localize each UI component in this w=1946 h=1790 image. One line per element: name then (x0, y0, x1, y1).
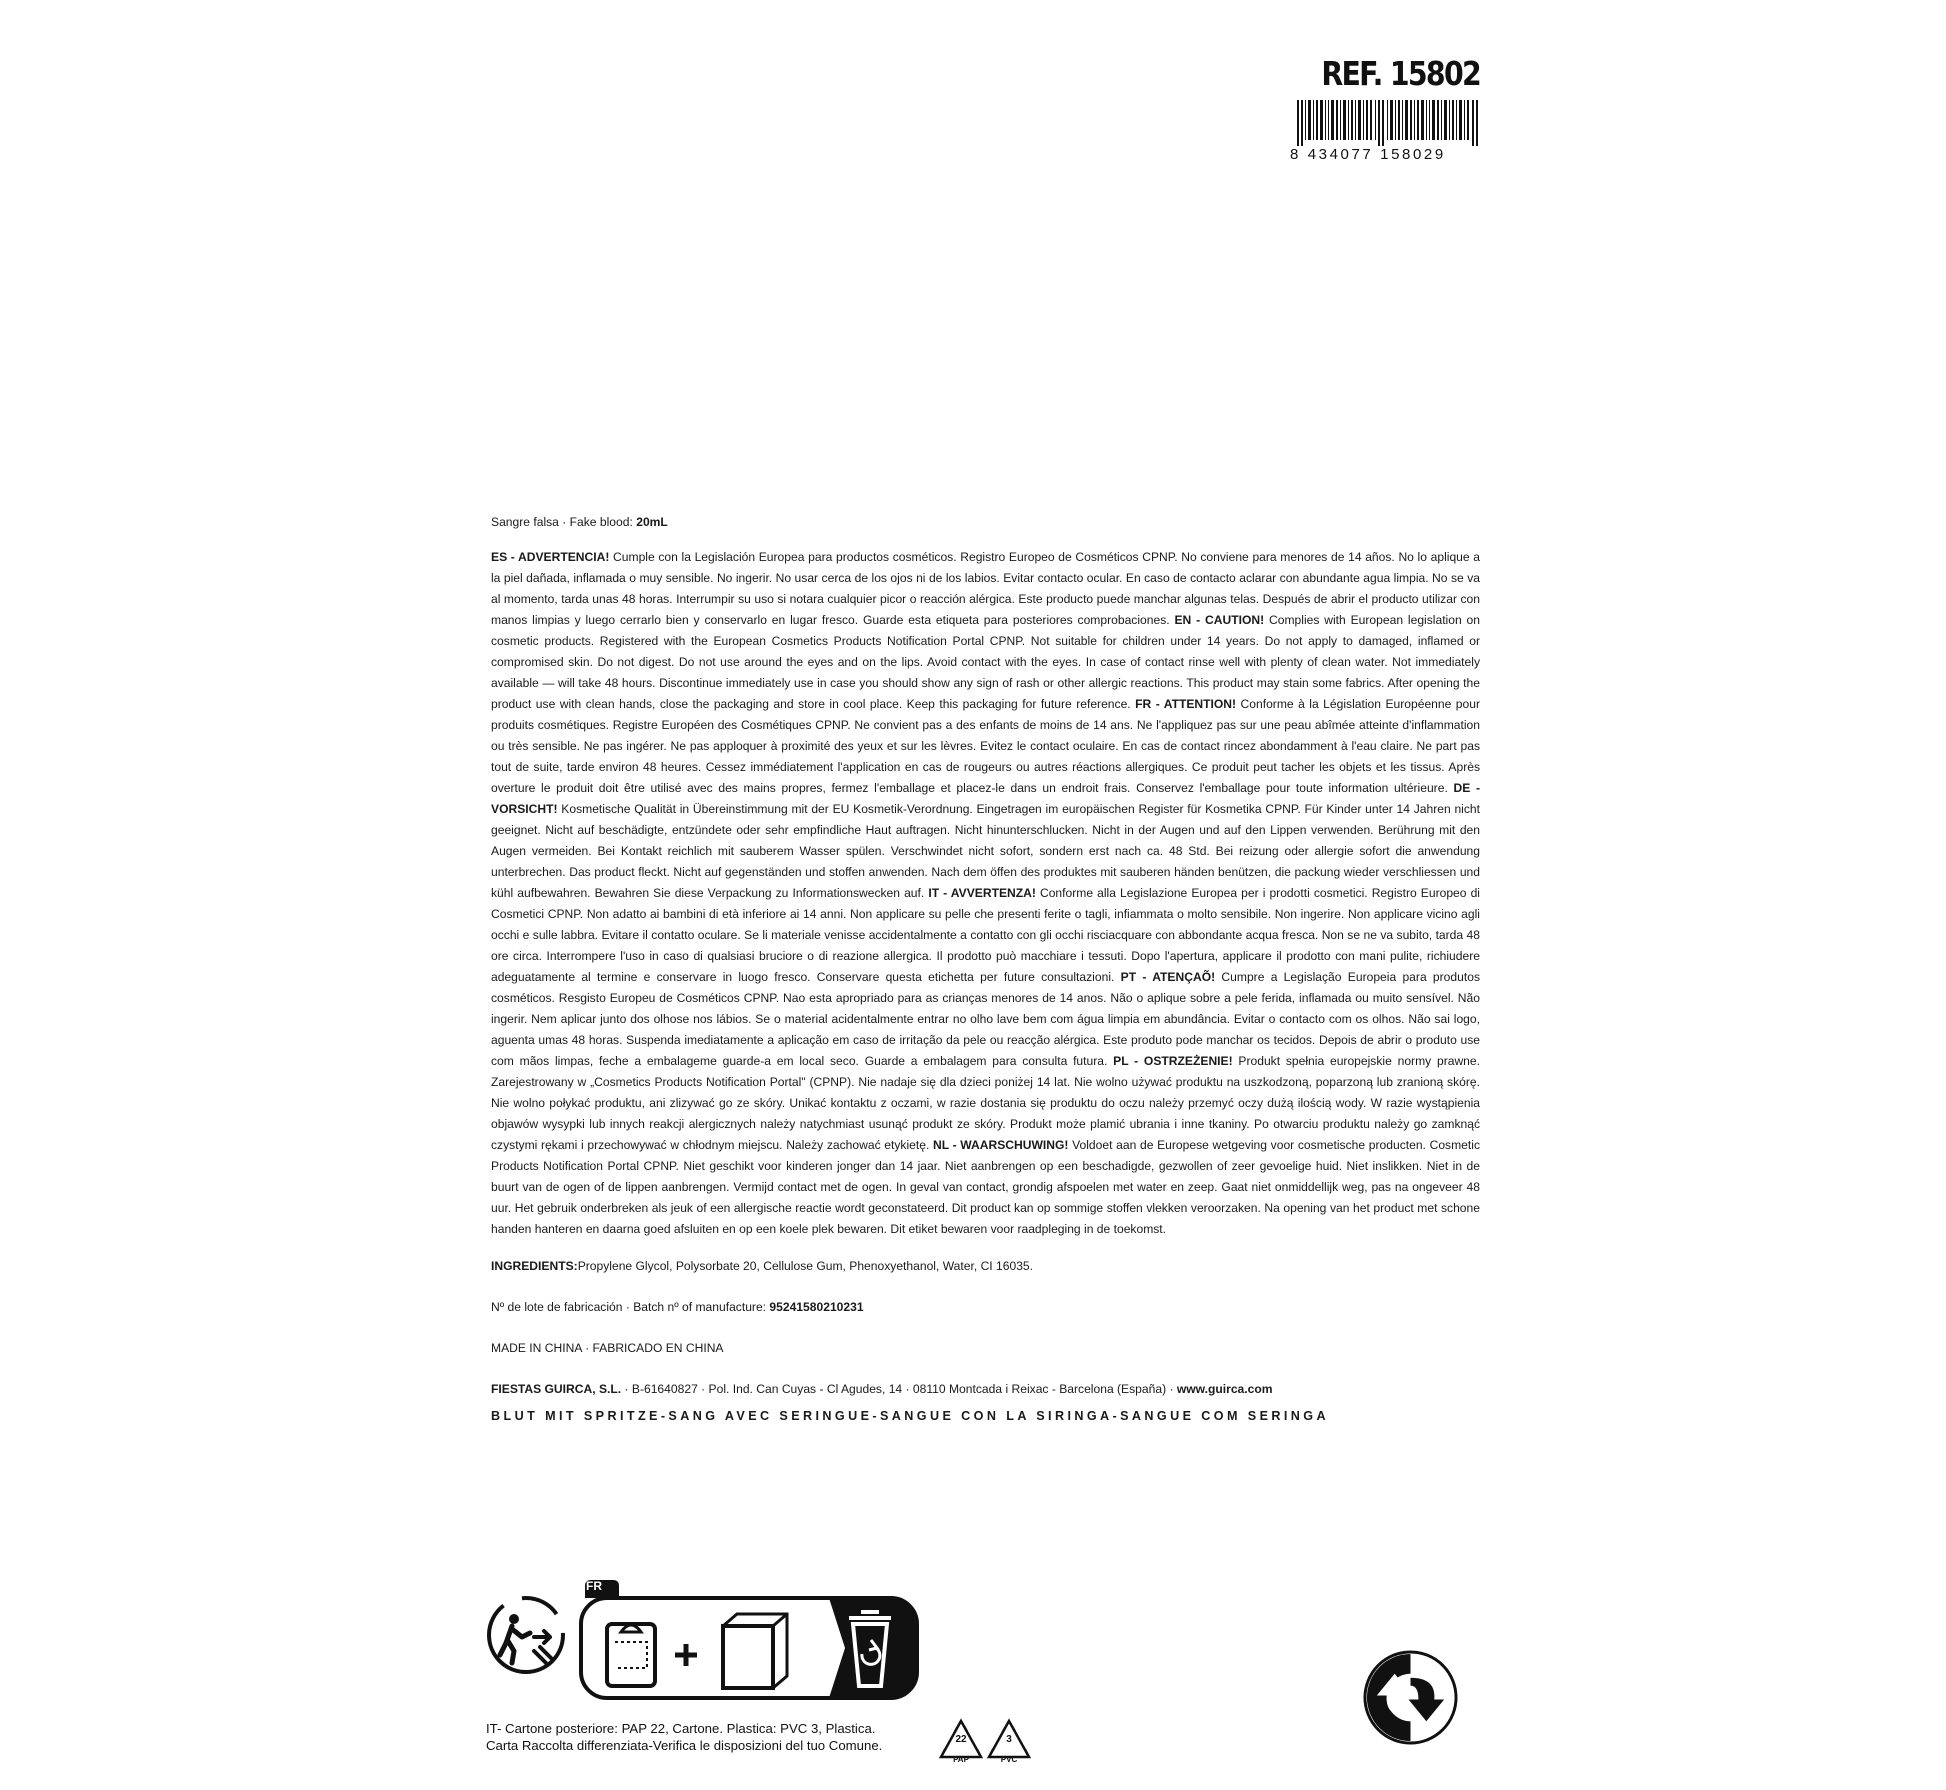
warning-label-pt: PT - ATENÇAÕ! (1120, 970, 1216, 984)
batch-label: Nº de lote de fabricación · Batch nº of manufacture: (491, 1300, 770, 1314)
warning-text-it: Conforme alla Legislazione Europea per i prodotti cosmetici. Registro Europeo di Cosmetici CPNP. Non adatto ai bambini di età inferiore ai 14 anni. Non applicare su pelle che presenti ferite o tagli, infiammata o molto sensibile. Non ingerire. Non applicare vicino agli occhi e sulle labbra. Evitare il contatto oculare. Se li materiale venisse accidentalmente a contatto con gli occhi risciacquare con abbondante acqua fresca. Non se ne va subito, tarda 48 ore circa. Interrompere l'uso in caso di qualsiasi bruciore o di reazione allergica. Il prodotto può macchiare i tessuti. Dopo l'apertura, applicare il prodotto con mani pulite, richiudere adeguatamente al termine e conservare in luogo fresco. Conservare questa etichetta per future consultazioni. (491, 886, 1480, 984)
pvc-number: 3 (1006, 1734, 1012, 1745)
italian-recycling-line-2: Carta Raccolta differenziata-Verifica le disposizioni del tuo Comune. (486, 1738, 883, 1753)
green-dot-icon (1361, 1648, 1460, 1747)
company-info (491, 1379, 1480, 1400)
warning-text-nl: Voldoet aan de Europese wetgeving voor cosmetische producten. Cosmetic Products Notification Portal CPNP. Niet geschikt voor kinderen jonger dan 14 jaar. Niet aanbrengen op een beschadigde, gezwollen of zeer gevoelige huid. Niet inslikken. Niet in de buurt van de ogen of de lippen aanbrengen. Vermijd contact met de ogen. In geval van contact, grondig afspoelen met water en zeep. Gaat niet onmiddellijk weg, pas na ongeveer 48 uur. Het gebruik onderbreken als jeuk of een allergische reactie wordt geconstateerd. Dit product kan op sommige stoffen vlekken veroorzaken. Na opening van het product met schone handen hanteren en daarna goed afsluiten en op een koele plek bewaren. Dit etiket bewaren voor raadpleging in de toekomst. (491, 1138, 1480, 1236)
warning-text-pt: Cumpre a Legislação Europeia para produtos cosméticos. Resgisto Europeu de Cosméticos CPNP. Nao esta apropriado para as crianças menores de 14 anos. Não o aplique sobre a pele ferida, inflamada ou muito sensível. Não ingerir. Nem aplicar junto dos olhose nos lábios. Se o material acidentalmente entrar no olho lave bem com água limpia em abundância. Evitar o contacto com os olhos. Não sai logo, aguenta umas 48 horas. Suspenda imediatamente a aplicação em caso de irritação da pele ou reacção alérgica. Este produto pode manchar os tecidos. Depois de abrir o produto use com mãos limpas, feche a embalageme guarde-a em local seco. Guarde a embalagem para consulta futura. (491, 970, 1480, 1068)
ingredients-list: Propylene Glycol, Polysorbate 20, Cellulose Gum, Phenoxyethanol, Water, CI 16035. (577, 1259, 1034, 1273)
warning-label-en: EN - CAUTION! (1174, 613, 1265, 627)
pvc-label: PVC (1000, 1755, 1018, 1764)
batch-info (491, 1297, 1480, 1318)
pap-label: PAP (953, 1755, 969, 1764)
warning-text-fr: Conforme à la Législation Européenne pour produits cosmétiques. Registre Européen des Cosmétiques CPNP. Ne convient pas a des enfants de moins de 14 ans. Ne l'appliquez pas sur une peau abîmée atteinte d'inflammation ou très sensible. Ne pas ingérer. Ne pas apploquer à proximité des yeux et sur les lèvres. Evitez le contact oculaire. En cas de contact rincez abondamment à l'eau claire. Ne part pas tout de suite, tarde environ 48 heures. Cessez immédiatement l'application en cas de rougeurs ou autres réactions allergiques. Ce produit peut tacher les objets et les tissus. Après overture le produit doit être utilisé avec des mains propres, fermez l'emballage et placez-le dans un endroit frais. Conservez l'emballage pour toute information ultérieure. (491, 697, 1481, 795)
company-address: · B-61640827 · Pol. Ind. Can Cuyas - Cl Agudes, 14 · 08110 Montcada i Reixac - Barcelona (España) · (621, 1382, 1177, 1396)
recycle-person-icon (484, 1593, 568, 1677)
barcode-digits: 8 434077 158029 (1290, 146, 1446, 163)
triman-country: FR (586, 1579, 602, 1593)
company-website: www.guirca.com (1176, 1382, 1273, 1396)
warning-label-fr: FR - ATTENTION! (1135, 697, 1237, 711)
warning-label-pl: PL - OSTRZEŻENIE! (1113, 1054, 1233, 1068)
product-tagline: BLUT MIT SPRITZE-SANG AVEC SERINGUE-SANGUE CON LA SIRINGA-SANGUE COM SERINGA (491, 1409, 1329, 1423)
product-line (491, 512, 1480, 533)
italian-recycling-info (486, 1720, 956, 1754)
warning-text-en: Complies with European legislation on cosmetic products. Registered with the European Cosmetics Products Notification Portal CPNP. Not suitable for children under 14 years. Do not apply to damaged, inflamed or compromised skin. Do not digest. Do not use around the eyes and on the lips. Avoid contact with the eyes. In case of contact rinse well with plenty of clean water. Not immediately available — will take 48 hours. Discontinue immediately use in case you should show any sign of rash or other allergic reactions. This product may stain some fabrics. After opening the product use with clean hands, close the packaging and store in cool place. Keep this packaging for future reference. (491, 613, 1481, 711)
product-volume: 20mL (636, 515, 668, 529)
product-name: Sangre falsa · Fake blood: (491, 515, 637, 529)
warning-label-it: IT - AVVERTENZA! (928, 886, 1036, 900)
ingredients-label: INGREDIENTS: (491, 1259, 578, 1273)
origin: MADE IN CHINA · FABRICADO EN CHINA (491, 1341, 724, 1355)
warning-label-es: ES - ADVERTENCIA! (491, 550, 610, 564)
ingredients (491, 1256, 1480, 1277)
warning-label-nl: NL - WAARSCHUWING! (933, 1138, 1069, 1152)
reference-number: REF. 15802 (1321, 54, 1480, 93)
warning-text-de: Kosmetische Qualität in Übereinstimmung mit der EU Kosmetik-Verordnung. Eingetragen im europäischen Register für Kosmetika CPNP. Für Kinder unter 14 Jahren nicht geeignet. Nicht auf beschädigte, entzündete oder sehr empfindliche Haut auftragen. Nicht hinunterschlucken. Nicht in der Augen und auf den Lippen verwenden. Berührung mit den Augen vermeiden. Bei Kontakt reichlich mit sauberem Wasser spülen. Verschwindet nicht sofort, sondern erst nach ca. 48 Std. Bei reizung oder allergie sofort die anwendung unterbrechen. Das product fleckt. Nicht auf gegenständen und stoffen anwenden. Nach dem öffen des produktes mit sauberen händen benützen, die packung wieder verschliessen und kühl aufbewahren. Bewahren Sie diese Verpackung zu Informationswecken auf. (491, 802, 1480, 900)
warning-label-de: DE - VORSICHT! (491, 781, 1480, 816)
company-name: FIESTAS GUIRCA, S.L. (491, 1382, 622, 1396)
label-text (491, 512, 1480, 1427)
warning-text-es: Cumple con la Legislación Europea para productos cosméticos. Registro Europeo de Cosméticos CPNP. No conviene para menores de 14 años. No lo aplique a la piel dañada, inflamada o muy sensible. No ingerir. No usar cerca de los ojos ni de los labios. Evitar contacto ocular. En caso de contacto aclarar con abundante agua limpia. No se va al momento, tarda unas 48 horas. Interrumpir su uso si notara cualquier picor o reacción alérgica. Este producto puede manchar algunas telas. Después de abrir el producto utilizar con manos limpias y luego cerrarlo bien y conservarlo en lugar fresco. Guarde esta etiqueta para posteriores comprobaciones. (491, 550, 1480, 627)
italian-recycling-line-1: IT- Cartone posteriore: PAP 22, Cartone. Plastica: PVC 3, Plastica. (486, 1721, 876, 1736)
triman-sorting-block (575, 1578, 921, 1703)
multilingual-warnings (491, 547, 1480, 1240)
warning-text-pl: Produkt spełnia europejskie normy prawne. Zarejestrowany w „Cosmetics Products Notification Portal" (CPNP). Nie nadaje się dla dzieci poniżej 14 lat. Nie wolno używać produktu na uszkodzoną, poparzoną lub zranioną skórę. Nie wolno połykać produktu, ani zlizywać go ze skóry. Unikać kontaktu z oczami, w razie dostania się produktu do oczu należy przemyć oczy dużą ilością wody. W razie wystąpienia objawów wysypki lub innych reakcji alergicznych należy natychmiast usunąć produkt ze skóry. Produkt może plamić ubrania i inne tkaniny. Po otwarciu produktu należy go zamknąć czystymi rękami i przechowywać w chłodnym miejscu. Należy zachować etykietę. (491, 1054, 1480, 1152)
batch-number: 95241580210231 (769, 1300, 864, 1314)
barcode (1297, 100, 1480, 146)
pap-number: 22 (955, 1734, 967, 1745)
